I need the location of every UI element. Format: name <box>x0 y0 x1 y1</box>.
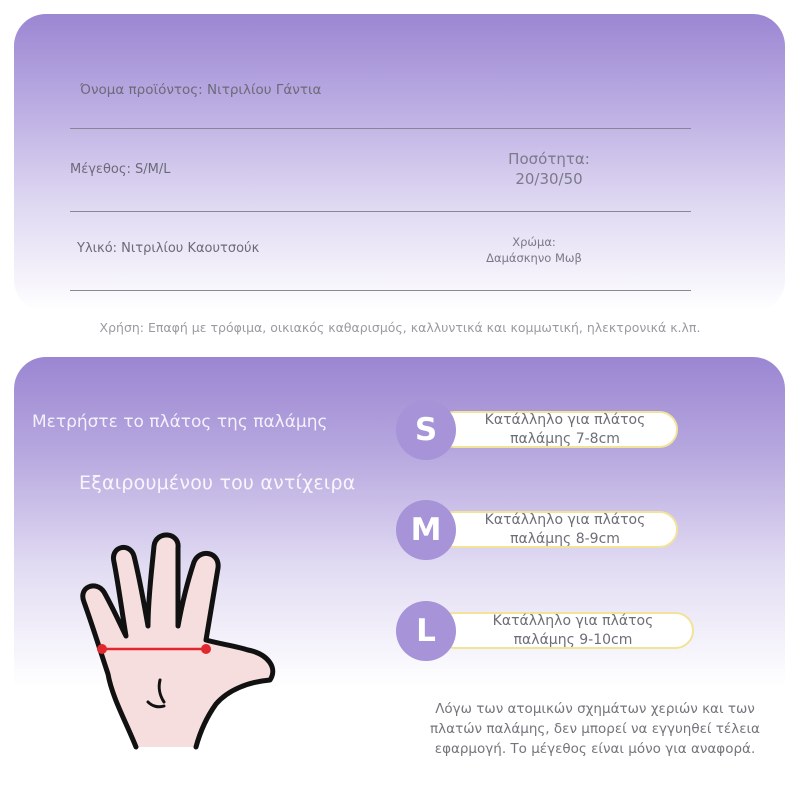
size-desc-line2: παλάμης 7-8cm <box>510 430 620 447</box>
size-desc-line2: παλάμης 9-10cm <box>513 631 633 648</box>
quantity-value: 20/30/50 <box>515 170 583 188</box>
measure-point-right <box>201 644 211 654</box>
product-usage: Χρήση: Επαφή με τρόφιμα, οικιακός καθαρισμός, καλλυντικά και κομμωτική, ηλεκτρονικά κ.λπ. <box>99 320 701 335</box>
product-quantity <box>490 149 608 189</box>
measure-subtitle: Εξαιρουμένου του αντίχειρα <box>79 472 356 494</box>
product-name: Όνομα προϊόντος: Νιτριλίου Γάντια <box>80 82 322 98</box>
color-label: Χρώμα: <box>512 235 556 249</box>
product-color <box>470 234 598 266</box>
size-badge-s: S <box>396 400 456 460</box>
hand-illustration <box>78 532 288 762</box>
size-desc-line1: Κατάλληλο για πλάτος <box>492 612 654 629</box>
size-desc-line1: Κατάλληλο για πλάτος <box>484 511 646 528</box>
divider <box>70 128 691 129</box>
divider <box>70 211 691 212</box>
size-desc-line1: Κατάλληλο για πλάτος <box>484 411 646 428</box>
size-description-s <box>436 411 678 448</box>
quantity-label: Ποσότητα: <box>508 150 590 168</box>
disclaimer-line1: Λόγω των ατομικών σχημάτων χεριών και των <box>435 701 755 717</box>
product-size: Μέγεθος: S/M/L <box>70 162 171 177</box>
size-desc-line2: παλάμης 8-9cm <box>510 530 620 547</box>
size-description-l <box>436 612 694 649</box>
measure-point-left <box>97 644 107 654</box>
disclaimer-line3: εφαρμογή. Το μέγεθος είναι μόνο για αναφορά. <box>434 741 756 757</box>
divider <box>70 290 691 291</box>
size-description-m <box>436 511 678 548</box>
size-badge-l: L <box>396 601 456 661</box>
product-material: Υλικό: Νιτριλίου Καουτσούκ <box>77 241 260 256</box>
measure-title: Μετρήστε το πλάτος της παλάμης <box>32 412 328 432</box>
color-value: Δαμάσκηνο Μωβ <box>486 251 582 265</box>
size-badge-m: M <box>396 500 456 560</box>
disclaimer-line2: πλατών παλάμης, δεν μπορεί να εγγυηθεί τέλεια <box>430 721 760 737</box>
size-disclaimer <box>405 699 785 759</box>
